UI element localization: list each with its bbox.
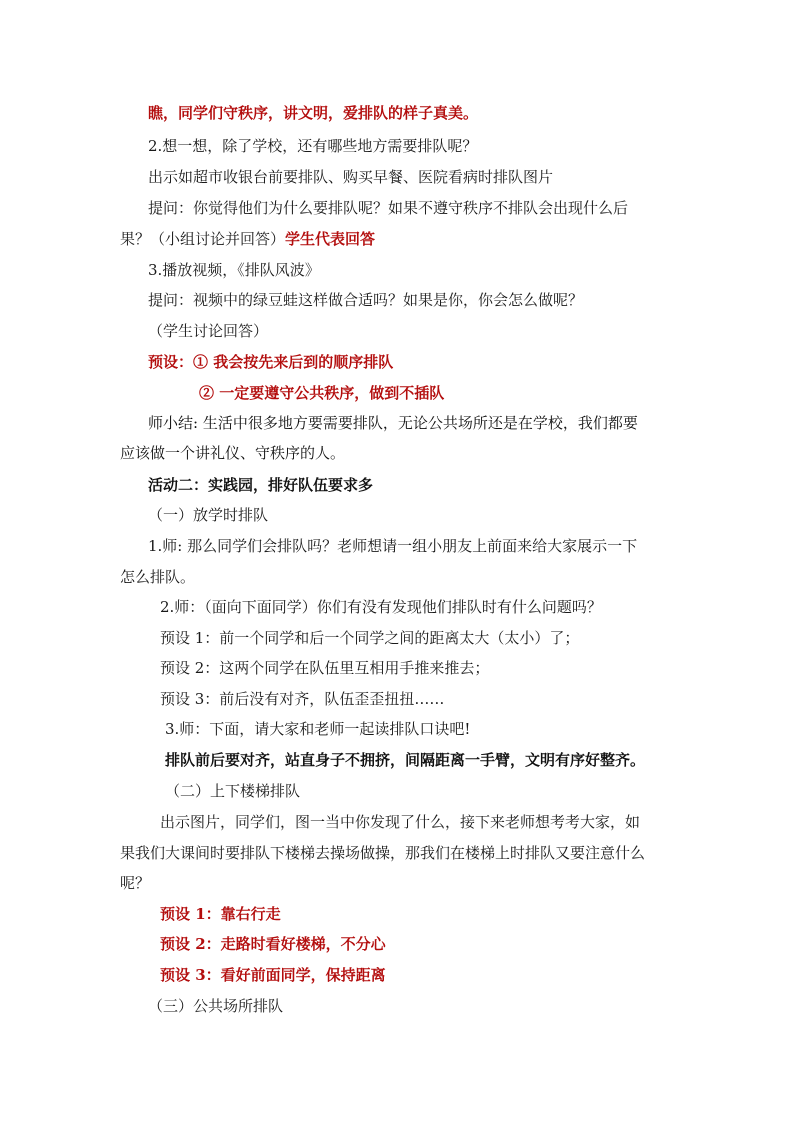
section-public-places: （三）公共场所排队 [148,997,284,1015]
teacher-summary-cont: 应该做一个讲礼仪、守秩序的人。 [120,444,346,462]
student-discussion-note: （学生讨论回答） [148,322,269,340]
play-video-line: 3.播放视频，《排队风波》 [148,261,320,279]
stairs-question-end: 呢？ [120,874,151,892]
student-rep-answer: 学生代表回答 [285,230,376,248]
section-stairs: （二）上下楼梯排队 [165,782,301,800]
teacher-step-2: 2.师：（面向下面同学）你们有没有发现他们排队时有什么问题吗？ [160,598,602,616]
preset-2: 预设 2：这两个同学在队伍里互相用手推来推去； [160,659,490,677]
preset-3: 预设 3：前后没有对齐，队伍歪歪扭扭…… [160,690,445,708]
activity-two-heading: 活动二：实践园，排好队伍要求多 [148,476,374,494]
stairs-preset-3: 预设 3：看好前面同学，保持距离 [160,966,386,984]
stairs-question-cont: 果我们大课间时要排队下楼梯去操场做操，那我们在楼梯上时排队又要注意什么 [120,844,646,862]
question-video: 提问：视频中的绿豆蛙这样做合适吗？如果是你，你会怎么做呢？ [148,291,584,309]
teacher-step-1: 1.师: 那么同学们会排队吗？老师想请一组小朋友上前面来给大家展示一下 [148,537,638,555]
preset-answer-2: ② 一定要遵守公共秩序，做到不插队 [199,384,445,402]
section-after-school: （一）放学时排队 [148,506,269,524]
teacher-step-3: 3.师：下面，请大家和老师一起读排队口诀吧! [165,720,471,738]
preset-1: 预设 1：前一个同学和后一个同学之间的距离太大（太小）了； [160,629,580,647]
teacher-step-1-cont: 怎么排队。 [120,568,196,586]
queue-rhyme: 排队前后要对齐，站直身子不拥挤，间隔距离一手臂，文明有序好整齐。 [165,751,646,769]
teacher-summary: 师小结: 生活中很多地方要需要排队，无论公共场所还是在学校，我们都要 [148,414,638,432]
question-why-queue-cont [120,229,375,249]
stairs-preset-2: 预设 2：走路时看好楼梯，不分心 [160,935,386,953]
stairs-question: 出示图片，同学们，图一当中你发现了什么，接下来老师想考考大家，如 [160,813,641,831]
show-pictures-line: 出示如超市收银台前要排队、购买早餐、医院看病时排队图片 [148,168,554,186]
question-other-places: 2.想一想，除了学校，还有哪些地方需要排队呢？ [148,137,478,155]
discussion-note: 果？（小组讨论并回答） [120,230,286,248]
preset-answer-1: 预设：① 我会按先来后到的顺序排队 [148,353,394,371]
praise-line: 瞧，同学们守秩序，讲文明，爱排队的样子真美。 [148,104,479,122]
question-why-queue: 提问：你觉得他们为什么要排队呢？如果不遵守秩序不排队会出现什么后 [148,199,629,217]
stairs-preset-1: 预设 1：靠右行走 [160,905,281,923]
